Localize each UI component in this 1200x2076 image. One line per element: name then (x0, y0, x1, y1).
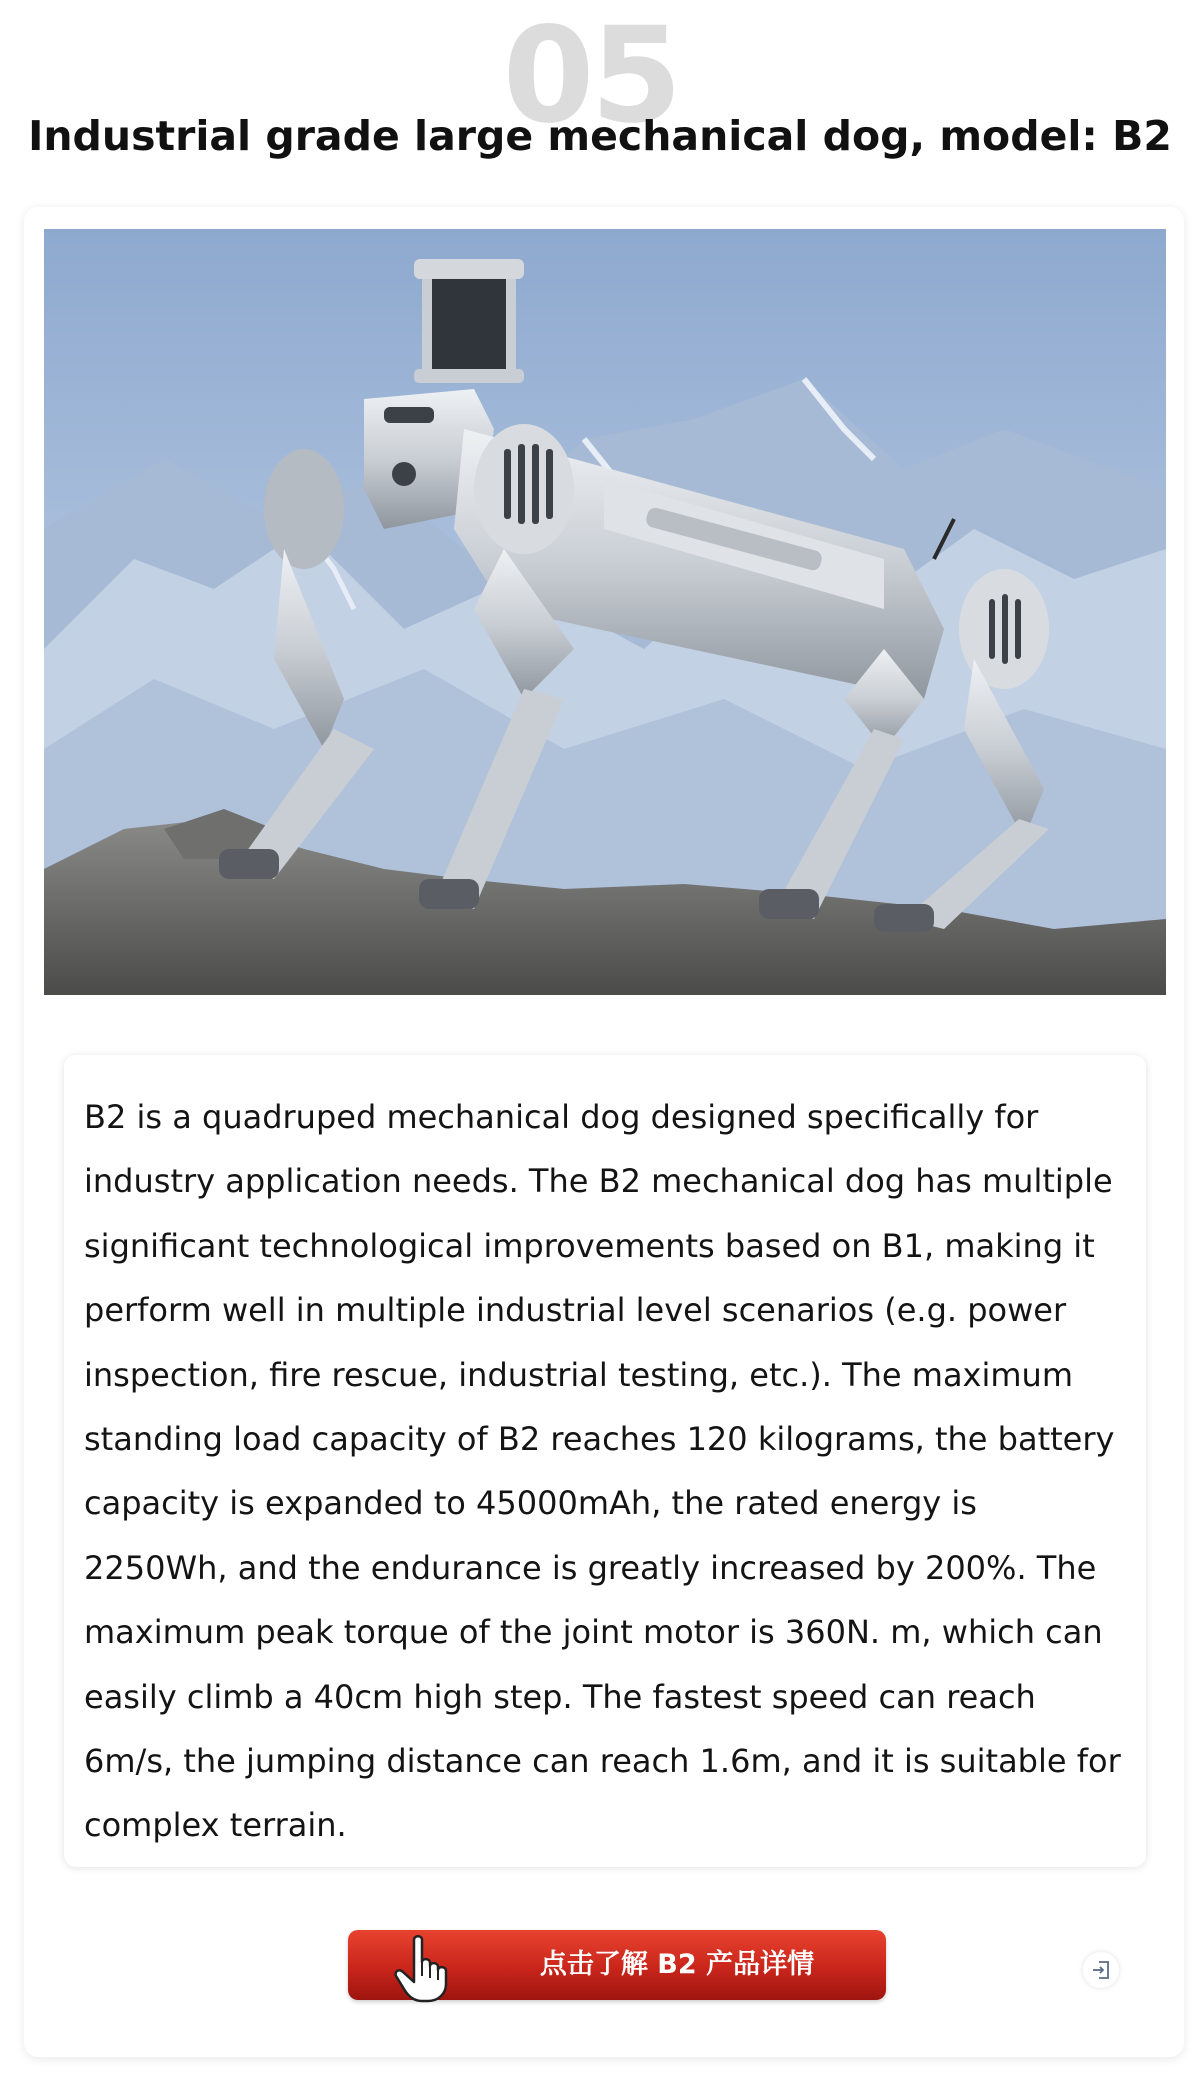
description-text: B2 is a quadruped mechanical dog designed specifically for industry application needs. The B2 mechanical dog has multiple significant technological improvements based on B1, making it perform well in multiple industrial level scenarios (e.g. power inspection, fire rescue, industrial testing, etc.). The maximum standing load capacity of B2 reaches 120 kilograms, the battery capacity is expanded to 45000mAh, the rated energy is 2250Wh, and the endurance is greatly increased by 200%. The maximum peak torque of the joint motor is 360N. m, which can easily climb a 40cm high step. The fastest speed can reach 6m/s, the jumping distance can reach 1.6m, and it is suitable for complex terrain. (84, 1098, 1121, 1845)
hero-image (44, 229, 1166, 995)
section-number: 05 (502, 0, 679, 153)
product-details-button[interactable] (348, 1930, 886, 2000)
pointing-hand-icon (386, 1932, 456, 2004)
login-icon[interactable] (1083, 1952, 1119, 1988)
description-box (64, 1055, 1146, 1867)
section-title: Industrial grade large mechanical dog, model: B2 (28, 112, 1172, 160)
product-details-label: 点击了解 B2 产品详情 (539, 1949, 815, 1980)
